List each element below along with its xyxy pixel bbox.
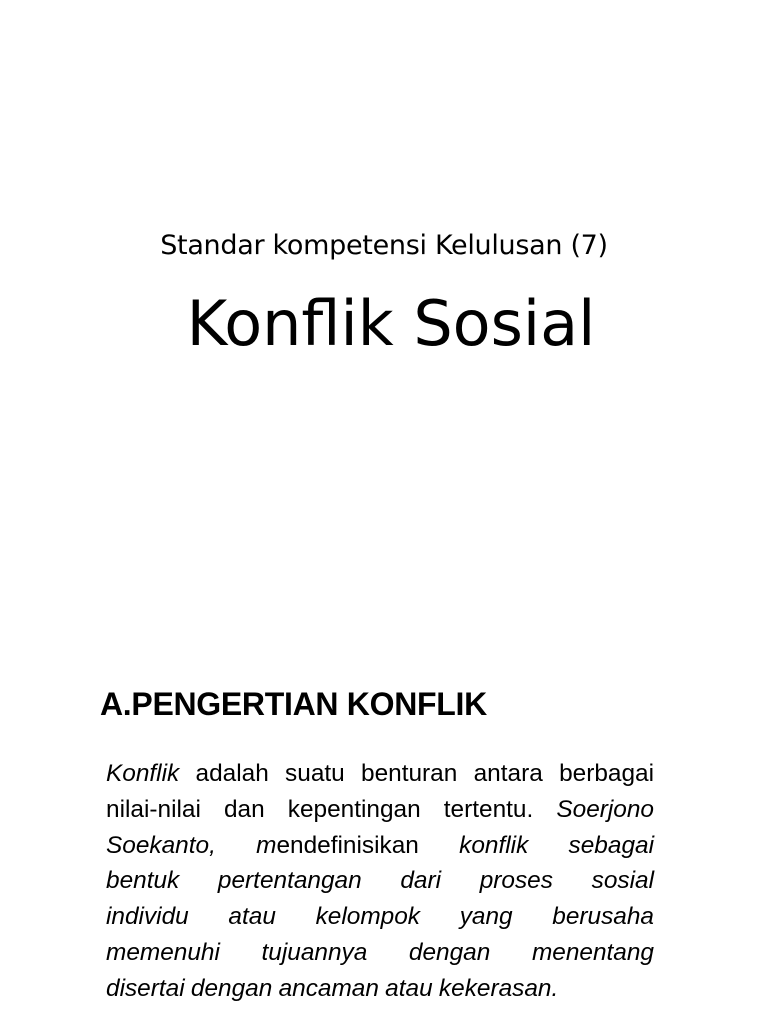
paragraph-text: endefinisikan [276,831,460,859]
definition-paragraph [106,756,654,1007]
author-name: Soerjono [556,795,654,823]
paragraph-line-1 [106,756,654,792]
content-slide [0,640,768,1024]
paragraph-line-7: disertai dengan ancaman atau kekerasan. [106,974,559,1002]
paragraph-text: adalah suatu benturan antara berbagai [179,760,654,787]
author-name: Soekanto, m [106,831,277,859]
italic-text: konflik sebagai [459,831,654,859]
paragraph-line-4: bentuk pertentangan dari proses sosial [106,867,654,895]
paragraph-text: nilai-nilai dan kepentingan tertentu. [106,795,557,823]
paragraph-line-3 [106,828,654,864]
section-heading: A.PENGERTIAN KONFLIK [100,686,487,722]
paragraph-line-6: memenuhi tujuannya dengan menentang [106,938,654,966]
paragraph-line-5: individu atau kelompok yang berusaha [106,903,654,931]
slide-title: Konflik Sosial [186,287,596,360]
slide-subtitle: Standar kompetensi Kelulusan (7) [160,230,608,261]
paragraph-line-2 [106,792,654,828]
term-konflik: Konflik [106,760,180,787]
